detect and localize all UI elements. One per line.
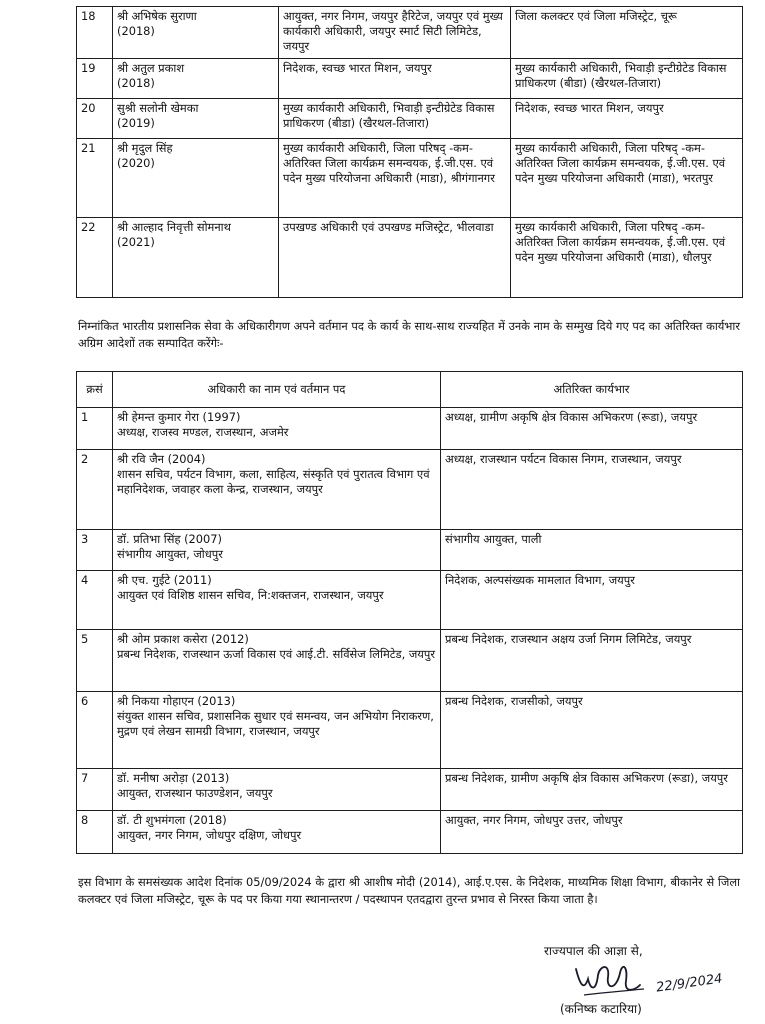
officer-name: श्री रवि जैन (2004): [117, 452, 206, 466]
additional-charge: प्रबन्ध निदेशक, राजसीको, जयपुर: [441, 692, 743, 769]
officer-name: डॉ. मनीषा अरोड़ा (2013): [117, 771, 230, 785]
row-number: 5: [77, 630, 113, 692]
table-row: [77, 139, 743, 218]
transfer-table: [76, 6, 743, 298]
table-header-row: [77, 372, 743, 408]
officer-post: संभागीय आयुक्त, जोधपुर: [117, 547, 223, 561]
table-row: [77, 769, 743, 811]
officer-name: श्री आल्हाद निवृत्ती सोमनाथ: [117, 220, 231, 234]
table-row: [77, 7, 743, 59]
new-post: मुख्य कार्यकारी अधिकारी, भिवाड़ी इन्टीग्रेटेड विकास प्राधिकरण (बीडा) (खैरथल-तिजारा): [511, 59, 743, 99]
officer-name: श्री अतुल प्रकाश: [117, 61, 185, 75]
row-number: 22: [77, 218, 113, 298]
new-post: जिला कलक्टर एवं जिला मजिस्ट्रेट, चूरू: [511, 7, 743, 59]
officer-name: श्री निकया गोहाएन (2013): [117, 694, 236, 708]
new-post: निदेशक, स्वच्छ भारत मिशन, जयपुर: [511, 99, 743, 139]
officer-cell: [113, 408, 441, 450]
row-number: 2: [77, 450, 113, 530]
signature-date: 22/9/2024: [655, 971, 724, 996]
officer-post: आयुक्त एवं विशिष्ठ शासन सचिव, नि:शक्तजन, राजस्थान, जयपुर: [117, 588, 384, 602]
row-number: 21: [77, 139, 113, 218]
officer-cell: [113, 769, 441, 811]
table-row: [77, 571, 743, 630]
officer-cell: [113, 218, 279, 298]
row-number: 6: [77, 692, 113, 769]
new-post: मुख्य कार्यकारी अधिकारी, जिला परिषद् -कम- अतिरिक्त जिला कार्यक्रम समन्वयक, ई.जी.एस. एवं पदेन मुख्य परियोजना अधिकारी (माडा), भरतपुर: [511, 139, 743, 218]
new-post: मुख्य कार्यकारी अधिकारी, जिला परिषद् -कम- अतिरिक्त जिला कार्यक्रम समन्वयक, ई.जी.एस. एवं पदेन मुख्य परियोजना अधिकारी (माडा), धौलपुर: [511, 218, 743, 298]
officer-name: श्री ओम प्रकाश कसेरा (2012): [117, 632, 249, 646]
additional-charge: निदेशक, अल्पसंख्यक मामलात विभाग, जयपुर: [441, 571, 743, 630]
row-number: 1: [77, 408, 113, 450]
additional-charge: संभागीय आयुक्त, पाली: [441, 530, 743, 571]
officer-name: डॉ. प्रतिभा सिंह (2007): [117, 532, 222, 546]
col-header-charge: अतिरिक्त कार्यभार: [441, 372, 743, 408]
officer-post: आयुक्त, नगर निगम, जोधपुर दक्षिण, जोधपुर: [117, 828, 302, 842]
additional-charge: प्रबन्ध निदेशक, ग्रामीण अकृषि क्षेत्र विकास अभिकरण (रूडा), जयपुर: [441, 769, 743, 811]
additional-charge: अध्यक्ष, राजस्थान पर्यटन विकास निगम, राजस्थान, जयपुर: [441, 450, 743, 530]
batch-year: (2018): [117, 24, 155, 38]
table-row: [77, 408, 743, 450]
officer-cell: [113, 630, 441, 692]
officer-post: प्रबन्ध निदेशक, राजस्थान ऊर्जा विकास एवं आई.टी. सर्विसेज लिमिटेड, जयपुर: [117, 647, 436, 661]
col-header-serial: क्रसं: [77, 372, 113, 408]
table-row: [77, 450, 743, 530]
current-post: उपखण्ड अधिकारी एवं उपखण्ड मजिस्ट्रेट, भीलवाडा: [279, 218, 511, 298]
officer-cell: [113, 59, 279, 99]
table-row: [77, 811, 743, 854]
col-header-officer: अधिकारी का नाम एवं वर्तमान पद: [113, 372, 441, 408]
row-number: 20: [77, 99, 113, 139]
officer-name: श्री अभिषेक सुराणा: [117, 9, 197, 23]
additional-charge-table: [76, 371, 743, 854]
current-post: मुख्य कार्यकारी अधिकारी, जिला परिषद् -कम- अतिरिक्त जिला कार्यक्रम समन्वयक, ई.जी.एस. एवं पदेन मुख्य परियोजना अधिकारी (माडा), श्रीगंगानगर: [279, 139, 511, 218]
additional-charge: प्रबन्ध निदेशक, राजस्थान अक्षय उर्जा निगम लिमिटेड, जयपुर: [441, 630, 743, 692]
officer-name: डॉ. टी शुभमंगला (2018): [117, 813, 227, 827]
officer-post: अध्यक्ष, राजस्व मण्डल, राजस्थान, अजमेर: [117, 425, 289, 439]
officer-post: आयुक्त, राजस्थान फाउण्डेशन, जयपुर: [117, 786, 273, 800]
signature-scribble: [570, 955, 650, 1000]
table-row: [77, 99, 743, 139]
signatory-name: (कनिष्क कटारिया): [560, 1002, 642, 1016]
cancellation-note: इस विभाग के समसंख्यक आदेश दिनांक 05/09/2024 के द्वारा श्री आशीष मोदी (2014), आई.ए.एस. के निदेशक, माध्यमिक शिक्षा विभाग, बीकानेर से जिला कलक्टर एवं जिला मजिस्ट्रेट, चूरू के पद पर किया गया स्थानान्तरण / पदस्थापन एतदद्वारा तुरन्त प्रभाव से निरस्त किया जाता है।: [78, 875, 740, 906]
additional-charge-intro: निम्नांकित भारतीय प्रशासनिक सेवा के अधिकारीगण अपने वर्तमान पद के कार्य के साथ-साथ राज्यहित में उनके नाम के सम्मुख दिये गए पद का अतिरिक्त कार्यभार अग्रिम आदेशों तक सम्पादित करेंगेः-: [78, 319, 740, 350]
officer-name: श्री मृदुल सिंह: [117, 141, 173, 155]
officer-cell: [113, 7, 279, 59]
row-number: 8: [77, 811, 113, 854]
table-row: [77, 530, 743, 571]
officer-name: श्री एच. गुईटे (2011): [117, 573, 212, 587]
officer-post: संयुक्त शासन सचिव, प्रशासनिक सुधार एवं समन्वय, जन अभियोग निराकरण, मुद्रण एवं लेखन सामग्री विभाग, राजस्थान, जयपुर: [117, 709, 434, 738]
batch-year: (2020): [117, 156, 155, 170]
row-number: 4: [77, 571, 113, 630]
officer-cell: [113, 530, 441, 571]
row-number: 18: [77, 7, 113, 59]
officer-cell: [113, 450, 441, 530]
officer-cell: [113, 811, 441, 854]
current-post: मुख्य कार्यकारी अधिकारी, भिवाड़ी इन्टीग्रेटेड विकास प्राधिकरण (बीडा) (खैरथल-तिजारा): [279, 99, 511, 139]
officer-name: सुश्री सलोनी खेमका: [117, 101, 199, 115]
table-row: [77, 692, 743, 769]
officer-cell: [113, 139, 279, 218]
batch-year: (2021): [117, 235, 155, 249]
batch-year: (2018): [117, 76, 155, 90]
officer-cell: [113, 99, 279, 139]
row-number: 19: [77, 59, 113, 99]
current-post: आयुक्त, नगर निगम, जयपुर हैरिटेज, जयपुर एवं मुख्य कार्यकारी अधिकारी, जयपुर स्मार्ट सिटी लिमिटेड, जयपुर: [279, 7, 511, 59]
officer-cell: [113, 571, 441, 630]
officer-name: श्री हेमन्त कुमार गेरा (1997): [117, 410, 241, 424]
officer-cell: [113, 692, 441, 769]
current-post: निदेशक, स्वच्छ भारत मिशन, जयपुर: [279, 59, 511, 99]
additional-charge: आयुक्त, नगर निगम, जोधपुर उत्तर, जोधपुर: [441, 811, 743, 854]
table-row: [77, 218, 743, 298]
table-row: [77, 630, 743, 692]
order-by-line: राज्यपाल की आज्ञा से,: [544, 944, 643, 958]
officer-post: शासन सचिव, पर्यटन विभाग, कला, साहित्य, संस्कृति एवं पुरातत्व विभाग एवं महानिदेशक, जवाहर कला केन्द्र, राजस्थान, जयपुर: [117, 467, 430, 496]
batch-year: (2019): [117, 116, 155, 130]
additional-charge: अध्यक्ष, ग्रामीण अकृषि क्षेत्र विकास अभिकरण (रूडा), जयपुर: [441, 408, 743, 450]
row-number: 7: [77, 769, 113, 811]
row-number: 3: [77, 530, 113, 571]
table-row: [77, 59, 743, 99]
